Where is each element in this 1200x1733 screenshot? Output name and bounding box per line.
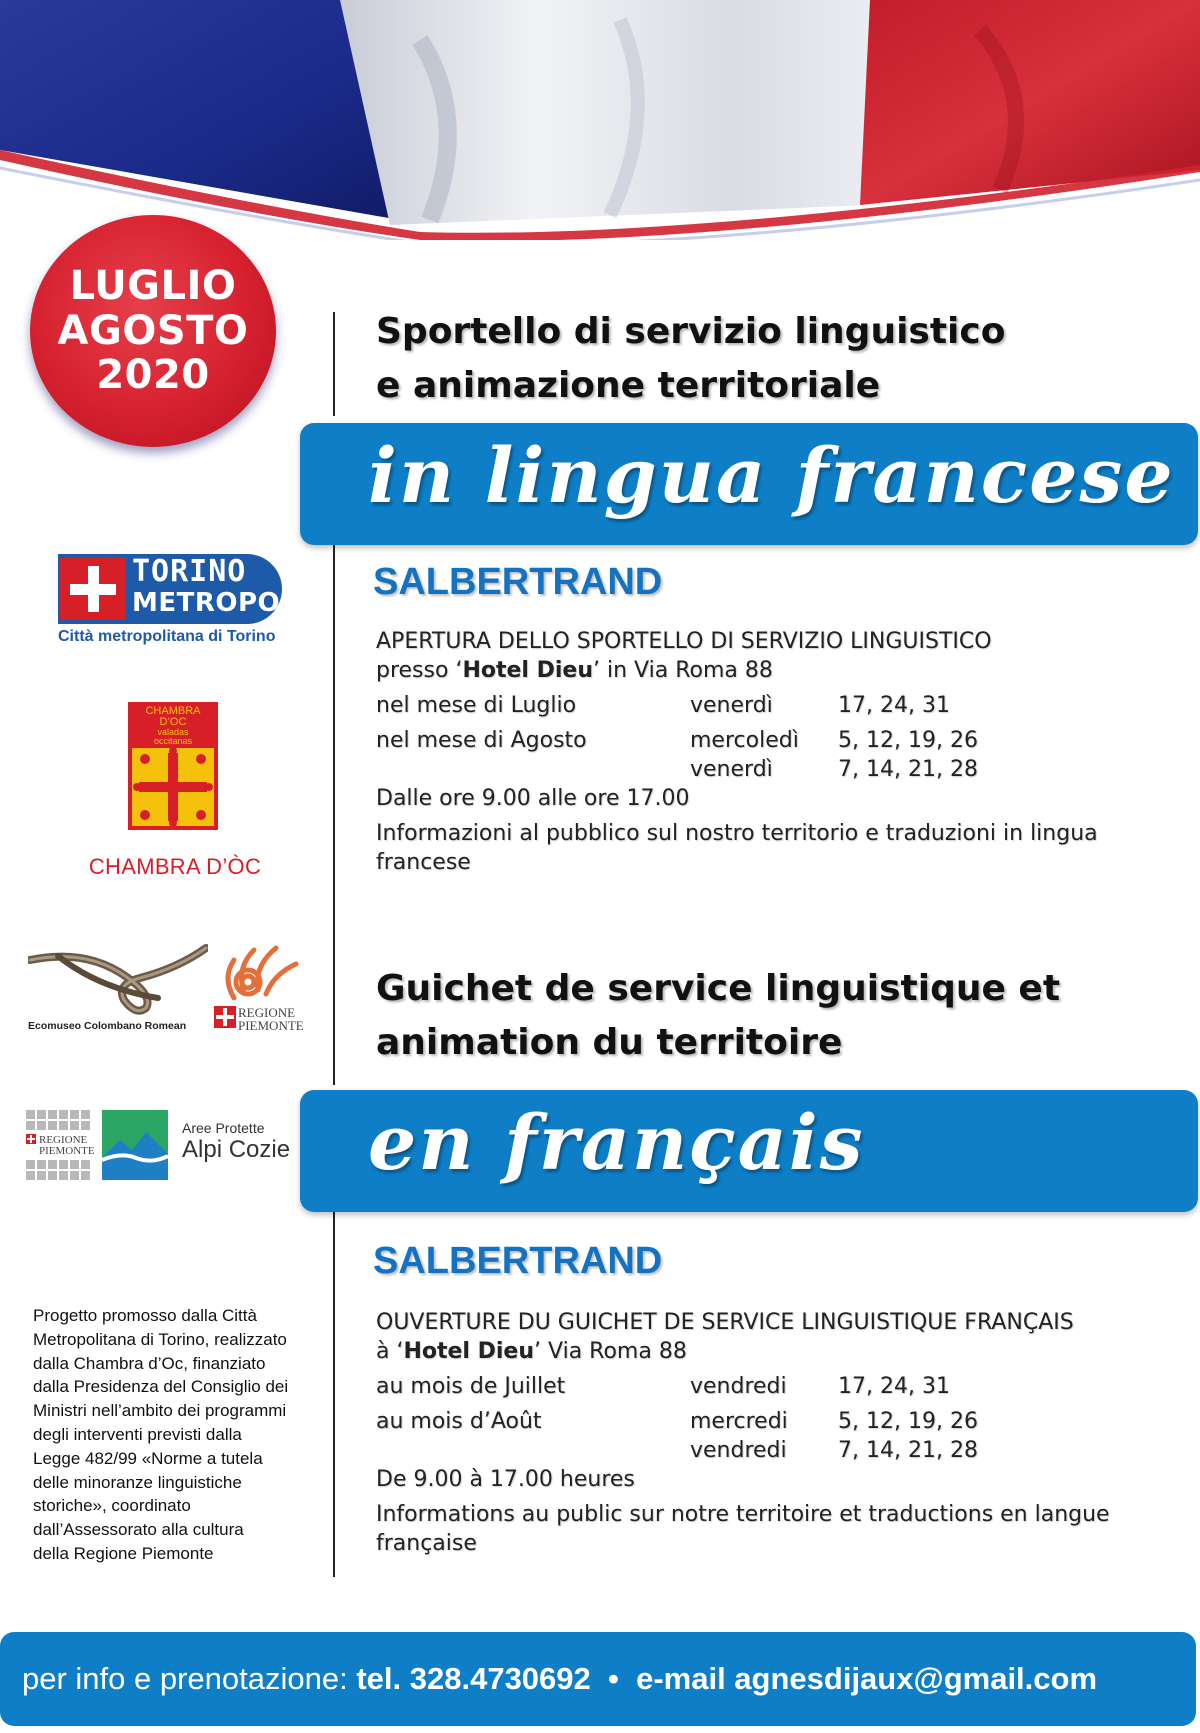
- badge-month-1: LUGLIO: [69, 262, 237, 309]
- credit-line: della Regione Piemonte: [33, 1543, 214, 1563]
- alpi-cozie-label: Alpi Cozie: [182, 1136, 291, 1163]
- italian-venue: presso ‘Hotel Dieu’ in Via Roma 88: [376, 658, 773, 683]
- italian-opening: APERTURA DELLO SPORTELLO DI SERVIZIO LINGUISTICO: [376, 629, 992, 654]
- footer-email[interactable]: e-mail agnesdijaux@gmail.com: [636, 1661, 1098, 1696]
- aree-protette-label: Aree Protette: [182, 1120, 265, 1136]
- french-heading: [376, 962, 1060, 1070]
- chambra-doc-logo: [80, 702, 270, 882]
- french-schedule-row: au mois d’Août mercredi 5, 12, 19, 26: [376, 1409, 978, 1434]
- french-info-text-2: française: [376, 1531, 477, 1556]
- regione-label: REGIONE PIEMONTE: [238, 1005, 304, 1033]
- french-band-text: en français: [368, 1098, 865, 1187]
- footer-prefix: per info e prenotazione:: [22, 1661, 357, 1696]
- torino-cross-icon: [60, 558, 126, 620]
- svg-text:valadas: valadas: [157, 727, 189, 737]
- date-badge: [30, 215, 276, 447]
- knot-icon: [28, 938, 208, 1018]
- italian-info-block: [376, 627, 1098, 877]
- torino-metropoli-logo: [58, 554, 308, 650]
- french-info-text-1: Informations au public sur notre territoire et traductions en langue: [376, 1502, 1110, 1527]
- italian-band-text: in lingua francese: [368, 431, 1175, 520]
- credit-line: dalla Presidenza del Consiglio dei: [33, 1377, 289, 1397]
- french-schedule-row: vendredi 7, 14, 21, 28: [690, 1438, 978, 1463]
- credit-line: Ministri nell’ambito dei programmi: [33, 1401, 287, 1421]
- regione-grid-label: REGIONE PIEMONTE: [39, 1134, 95, 1157]
- credit-line: dall’Assessorato alla cultura: [33, 1520, 244, 1540]
- badge-month-2: AGOSTO: [57, 307, 249, 354]
- project-credit: [33, 1304, 333, 1566]
- credit-line: delle minoranze linguistiche: [33, 1472, 242, 1492]
- italian-place: SALBERTRAND: [373, 561, 663, 603]
- contact-footer: [0, 1632, 1196, 1726]
- footer-phone[interactable]: tel. 328.4730692: [356, 1661, 591, 1696]
- alpi-cozie-logo: [26, 1110, 316, 1182]
- french-venue-name: Hotel Dieu: [403, 1339, 535, 1364]
- divider-middle: [333, 545, 335, 1085]
- occitan-cross-icon: [128, 702, 218, 830]
- french-hours: De 9.00 à 17.00 heures: [376, 1467, 635, 1492]
- credit-line: degli interventi previsti dalla: [33, 1424, 242, 1444]
- italian-info-text-1: Informazioni al pubblico sul nostro territorio e traduzioni in lingua: [376, 821, 1098, 846]
- credit-line: Legge 482/99 «Norme a tutela: [33, 1448, 263, 1468]
- divider-bottom: [333, 1212, 335, 1577]
- italian-language-band: [300, 423, 1198, 545]
- french-heading-line2: animation du territoire: [376, 1022, 843, 1063]
- italian-schedule-row: nel mese di Luglio venerdì 17, 24, 31: [376, 693, 950, 718]
- french-schedule-row: au mois de Juillet vendredi 17, 24, 31: [376, 1374, 950, 1399]
- french-place: SALBERTRAND: [373, 1240, 663, 1282]
- french-venue: à ‘Hotel Dieu’ Via Roma 88: [376, 1339, 687, 1364]
- italian-venue-name: Hotel Dieu: [462, 658, 593, 683]
- hand-icon: [214, 938, 304, 1008]
- italian-info-text-2: francese: [376, 850, 471, 875]
- italian-schedule-row: nel mese di Agosto mercoledì 5, 12, 19, 26: [376, 728, 978, 753]
- torino-logo-line3: Città metropolitana di Torino: [58, 628, 276, 645]
- italian-heading-line2: e animazione territoriale: [376, 365, 881, 406]
- flag-banner: [0, 0, 1200, 240]
- credit-line: Metropolitana di Torino, realizzato: [33, 1329, 287, 1349]
- italian-heading-line1: Sportello di servizio linguistico: [376, 311, 1006, 352]
- italian-heading: [376, 305, 1005, 413]
- french-opening: OUVERTURE DU GUICHET DE SERVICE LINGUISTIQUE FRANÇAIS: [376, 1310, 1074, 1335]
- french-language-band: [300, 1090, 1198, 1212]
- chambra-doc-name: CHAMBRA D’ÒC: [88, 854, 262, 879]
- regione-flag-icon: [214, 1006, 236, 1028]
- svg-text:CHAMBRA: CHAMBRA: [145, 705, 201, 717]
- credit-line: dalla Chambra d’Oc, finanziato: [33, 1353, 266, 1373]
- french-info-block: [376, 1308, 1110, 1558]
- svg-text:occitanas: occitanas: [153, 736, 193, 746]
- italian-hours: Dalle ore 9.00 alle ore 17.00: [376, 786, 690, 811]
- credit-line: storiche», coordinato: [33, 1496, 191, 1516]
- french-heading-line1: Guichet de service linguistique et: [376, 968, 1061, 1009]
- mountain-icon: [102, 1110, 168, 1180]
- credit-line: Progetto promosso dalla Città: [33, 1306, 257, 1325]
- torino-logo-line2: METROPOLI: [132, 588, 308, 618]
- footer-separator: •: [590, 1661, 637, 1696]
- svg-text:D’OC: D’OC: [159, 716, 187, 728]
- ecomuseo-logo: [28, 938, 318, 1038]
- badge-year: 2020: [96, 352, 210, 399]
- italian-schedule-row: venerdì 7, 14, 21, 28: [690, 757, 978, 782]
- divider-top: [333, 312, 335, 416]
- ecomuseo-label: Ecomuseo Colombano Romean: [28, 1020, 187, 1032]
- torino-logo-line1: TORINO: [132, 554, 247, 589]
